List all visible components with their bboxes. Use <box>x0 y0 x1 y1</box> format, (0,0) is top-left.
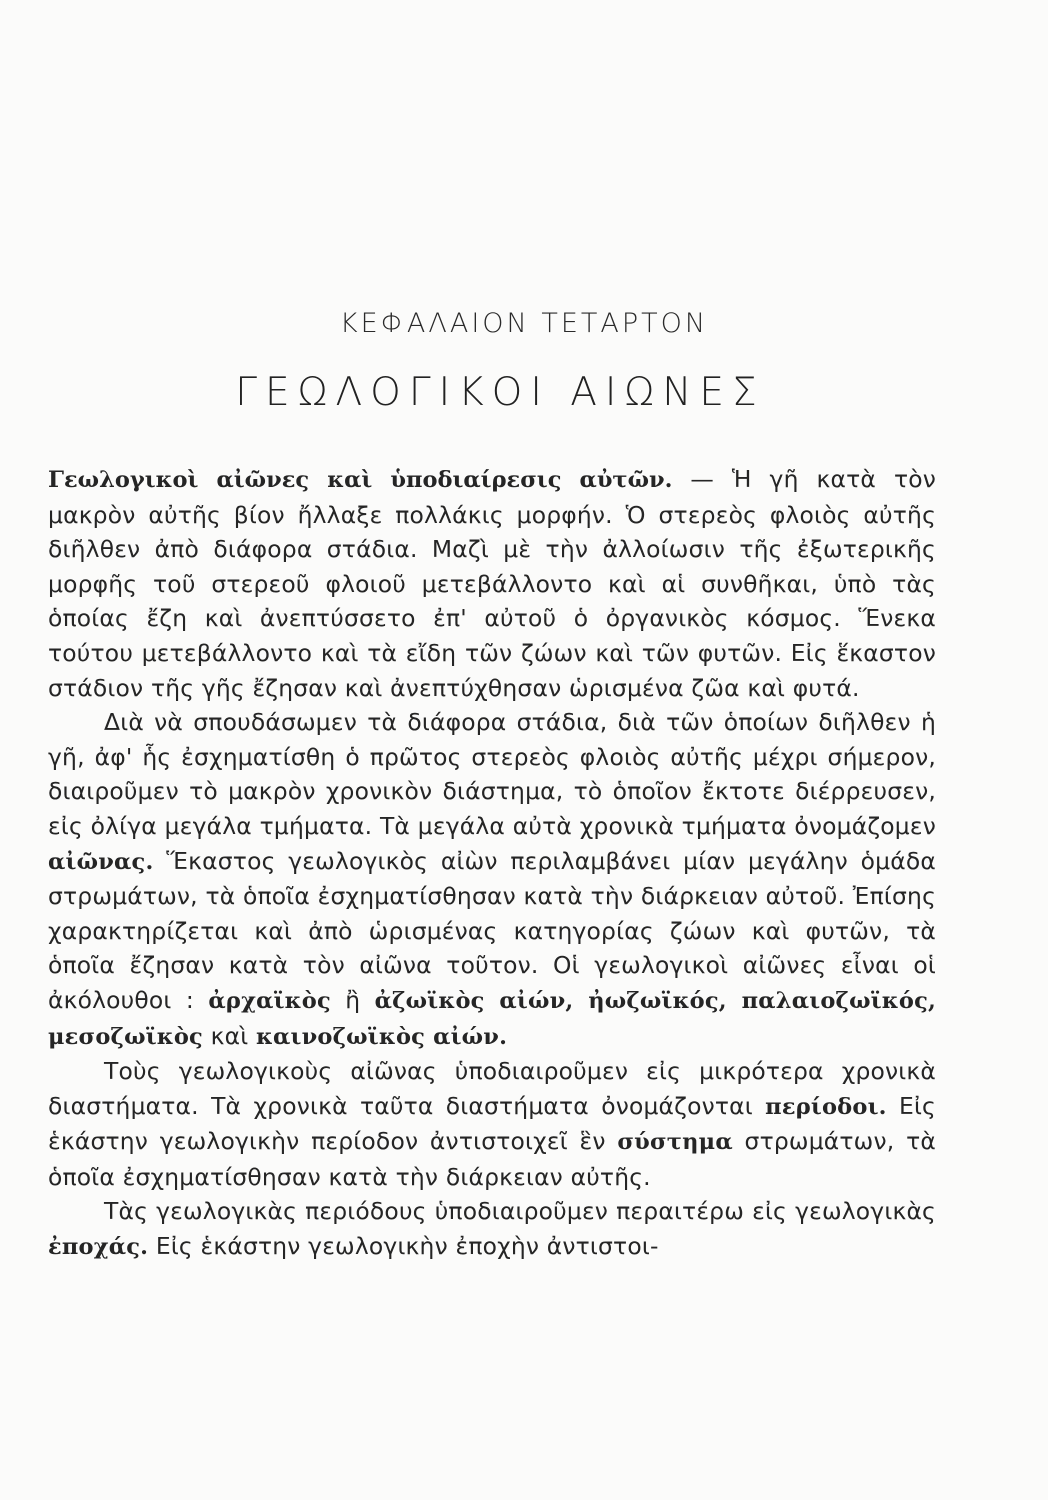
paragraph-text: ἢ <box>330 985 375 1014</box>
bold-term: σύστημα <box>617 1129 733 1156</box>
bold-term: αἰῶνας. <box>48 848 154 875</box>
paragraph-text: Εἰς ἑκάστην γεωλογικὴν περίοδον ἀντιστοιχεῖ ἓν <box>48 1091 936 1156</box>
paragraph-text: Τὰς γεωλογικὰς περιόδους ὑποδιαιροῦμεν περαιτέρω εἰς γεωλογικὰς <box>104 1197 936 1226</box>
paragraph-text: καὶ <box>202 1021 256 1050</box>
paragraph-3 <box>48 1054 936 1194</box>
body-text <box>48 462 936 1265</box>
bold-term: ἐποχάς. <box>48 1234 149 1261</box>
bold-term: ἀζωϊκὸς αἰών, ἠωζωϊκός, παλαιοζωϊκός, μεσοζωϊκὸς <box>48 987 937 1050</box>
paragraph-text: Ἕκαστος γεωλογικὸς αἰὼν περιλαμβάνει μίαν μεγάλην ὁμάδα στρωμάτων, τὰ ὁποῖα ἐσχηματίσθησαν κατὰ τὴν διάρκειαν αὐτοῦ. Ἐπίσης χαρακτηρίζεται καὶ ἀπὸ ὡρισμένας κατηγορίας ζώων καὶ φυτῶν, τὰ ὁποῖα ἔζησαν κατὰ τὸν αἰῶνα τοῦτον. Οἱ γεωλογικοὶ αἰῶνες εἶναι οἱ ἀκόλουθοι : <box>48 846 936 1014</box>
paragraph-1 <box>48 462 936 705</box>
paragraph-text: Εἰς ἑκάστην γεωλογικὴν ἐποχὴν ἀντιστοι- <box>148 1232 659 1261</box>
chapter-title: ΓΕΩΛΟΓΙΚΟΙ ΑΙΩΝΕΣ <box>235 370 765 415</box>
bold-term: περίοδοι. <box>765 1093 887 1120</box>
paragraph-text: Διὰ νὰ σπουδάσωμεν τὰ διάφορα στάδια, διὰ τῶν ὁποίων διῆλθεν ἡ γῆ, ἀφ' ἧς ἐσχηματίσθη ὁ πρῶτος στερεὸς φλοιὸς αὐτῆς μέχρι σήμερον, διαιροῦμεν τὸ μακρὸν χρονικὸν διάστημα, τὸ ὁποῖον ἔκτοτε διέρρευσεν, εἰς ὀλίγα μεγάλα τμήματα. Τὰ μεγάλα αὐτὰ χρονικὰ τμήματα ὀνομάζομεν <box>48 708 936 840</box>
paragraph-text: στρωμάτων, τὰ ὁποῖα ἐσχηματίσθησαν κατὰ τὴν διάρκειαν αὐτῆς. <box>48 1127 936 1191</box>
bold-term: ἀρχαϊκὸς <box>208 987 331 1014</box>
paragraph-4 <box>48 1194 936 1264</box>
paragraph-text: Τοὺς γεωλογικοὺς αἰῶνας ὑποδιαιροῦμεν εἰς μικρότερα χρονικὰ διαστήματα. Τὰ χρονικὰ ταῦτα διαστήματα ὀνομάζονται <box>48 1057 936 1120</box>
section-heading: Γεωλογικοὶ αἰῶνες καὶ ὑποδιαίρεσις αὐτῶν. <box>48 467 673 493</box>
chapter-label: ΚΕΦΑΛΑΙΟΝ ΤΕΤΑΡΤΟΝ <box>339 308 709 339</box>
paragraph-text: — Ἡ γῆ κατὰ τὸν μακρὸν αὐτῆς βίον ἤλλαξε πολλάκις μορφήν. Ὁ στερεὸς φλοιὸς αὐτῆς διῆλθεν ἀπὸ διάφορα στάδια. Μαζὶ μὲ τὴν ἀλλοίωσιν τῆς ἐξωτερικῆς μορφῆς τοῦ στερεοῦ φλοιοῦ μετεβάλλοντο καὶ αἱ συνθῆκαι, ὑπὸ τὰς ὁποίας ἔζη καὶ ἀνεπτύσσετο ἐπ' αὐτοῦ ὁ ὀργανικὸς κόσμος. Ἕνεκα τούτου μετεβάλλοντο καὶ τὰ εἴδη τῶν ζώων καὶ τῶν φυτῶν. Εἰς ἕκαστον στάδιον τῆς γῆς ἔζησαν καὶ ἀνεπτύχθησαν ὡρισμένα ζῶα καὶ φυτά. <box>48 465 937 702</box>
bold-term: καινοζωϊκὸς αἰών. <box>255 1023 508 1050</box>
paragraph-2 <box>48 705 936 1054</box>
